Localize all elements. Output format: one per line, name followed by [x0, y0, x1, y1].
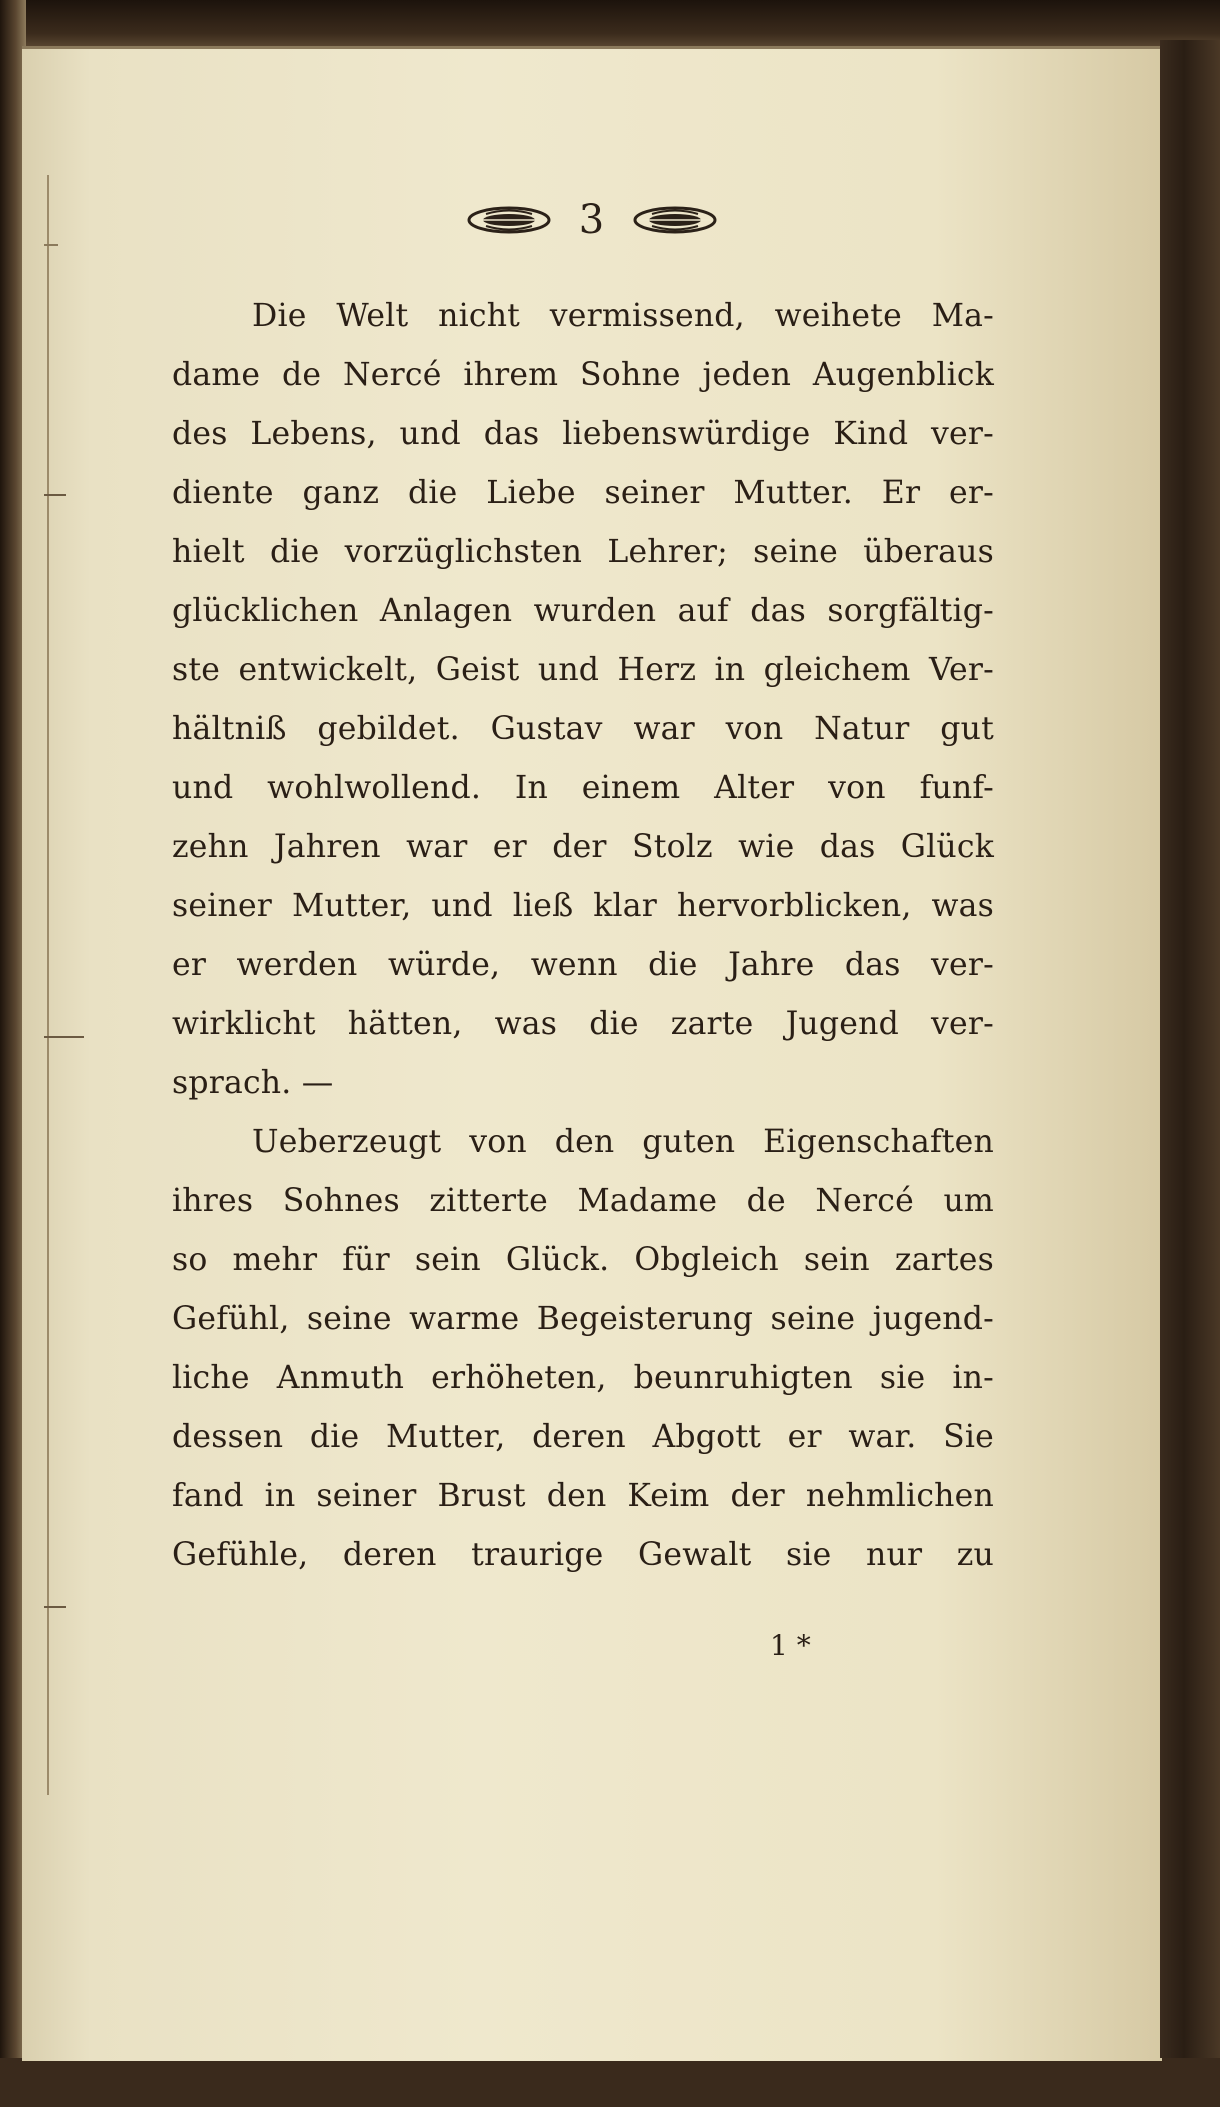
text-line: Gefühle, deren traurige Gewalt sie nur zu: [172, 1537, 994, 1573]
signature-mark: 1 *: [770, 1629, 811, 1662]
text-line: hielt die vorzüglichsten Lehrer; seine überaus: [172, 534, 994, 570]
book-page: [22, 46, 1162, 2061]
page-number: 3: [578, 197, 606, 243]
text-line: und wohlwollend. In einem Alter von funf-: [172, 770, 994, 806]
text-line: liche Anmuth erhöheten, beunruhigten sie in-: [172, 1360, 994, 1396]
text-line: dame de Nercé ihrem Sohne jeden Augenblick: [172, 357, 994, 393]
text-line: diente ganz die Liebe seiner Mutter. Er er-: [172, 475, 994, 511]
margin-tick-marks: [44, 95, 104, 2107]
top-binding-shadow: [0, 0, 1220, 48]
text-line: ihres Sohnes zitterte Madame de Nercé um: [172, 1183, 994, 1219]
fleuron-ornament-right-icon: [632, 205, 718, 235]
fleuron-ornament-left-icon: [466, 205, 552, 235]
text-line: so mehr für sein Glück. Obgleich sein zartes: [172, 1242, 994, 1278]
text-line: er werden würde, wenn die Jahre das ver-: [172, 947, 994, 983]
text-line: ste entwickelt, Geist und Herz in gleichem Ver-: [172, 652, 994, 688]
text-line: Ueberzeugt von den guten Eigenschaften: [252, 1124, 994, 1160]
body-text: [172, 287, 994, 1585]
text-line: hältniß gebildet. Gustav war von Natur gut: [172, 711, 994, 747]
text-line: Gefühl, seine warme Begeisterung seine jugend-: [172, 1301, 994, 1337]
text-line: seiner Mutter, und ließ klar hervorblicken, was: [172, 888, 994, 924]
text-line: fand in seiner Brust den Keim der nehmlichen: [172, 1478, 994, 1514]
text-line: glücklichen Anlagen wurden auf das sorgfältig-: [172, 593, 994, 629]
text-line: zehn Jahren war er der Stolz wie das Glück: [172, 829, 994, 865]
page-header: [22, 197, 1162, 243]
right-page-edge: [1160, 40, 1220, 2058]
text-line: wirklicht hätten, was die zarte Jugend ver-: [172, 1006, 994, 1042]
text-line: sprach. —: [172, 1065, 334, 1101]
text-line: Die Welt nicht vermissend, weihete Ma-: [252, 298, 994, 334]
text-line: dessen die Mutter, deren Abgott er war. Sie: [172, 1419, 994, 1455]
text-line: des Lebens, und das liebenswürdige Kind ver-: [172, 416, 994, 452]
